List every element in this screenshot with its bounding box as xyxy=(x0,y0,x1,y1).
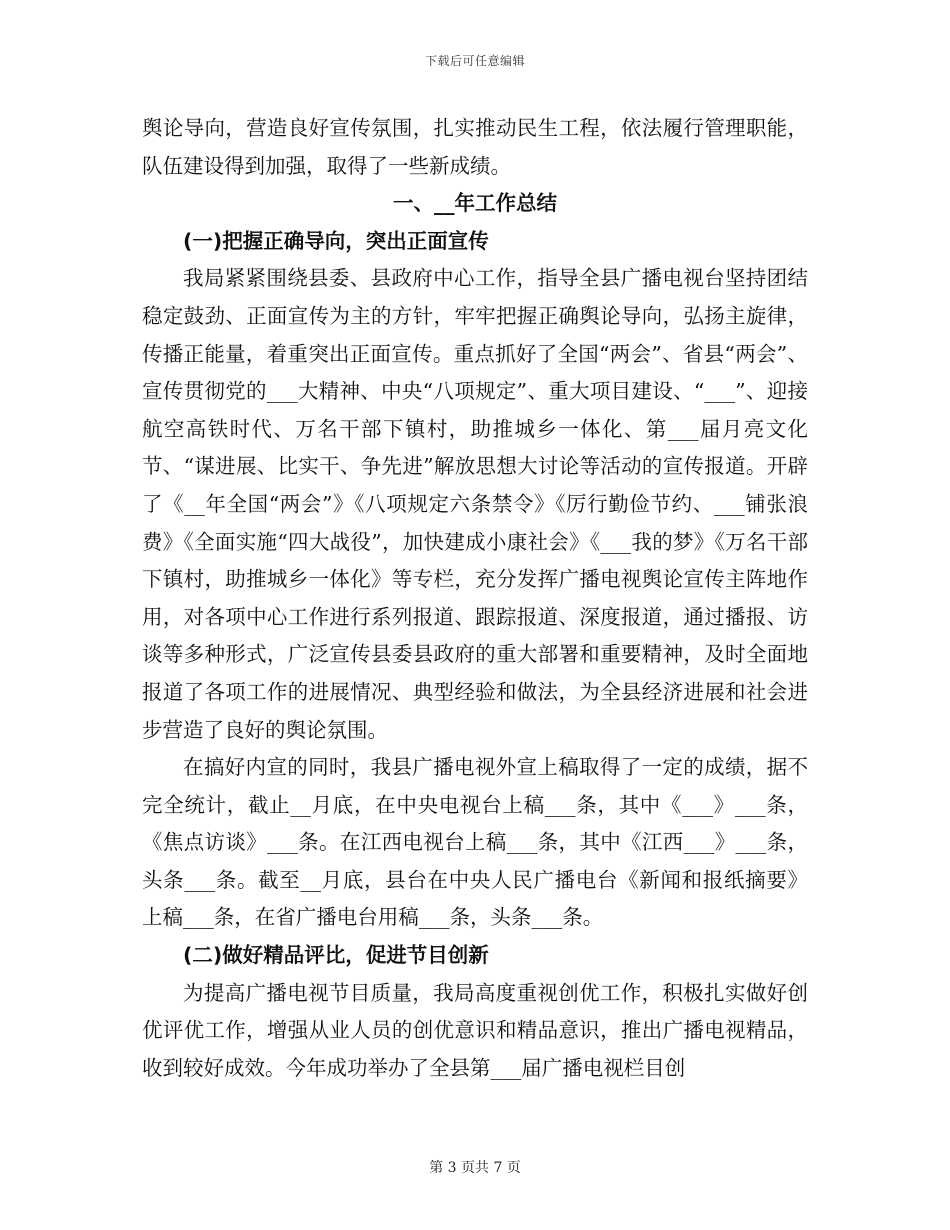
page-header: 下载后可任意编辑 xyxy=(424,54,525,68)
body-paragraph-1: 我局紧紧围绕县委、县政府中心工作，指导全县广播电视台坚持团结稳定鼓劲、正面宣传为主的方针，牢牢把握正确舆论导向，弘扬主旋律，传播正能量，着重突出正面宣传。重点抓好了全国“两会”、省县“两会”、宣传贯彻党的___大精神、中央“八项规定”、重大项目建设、“___”、迎接航空高铁时代、万名干部下镇村，助推城乡一体化、第___届月亮文化节、“谋进展、比实干、争先进”解放思想大讨论等活动的宣传报道。开辟了《__年全国“两会”》《八项规定六条禁令》《厉行勤俭节约、___铺张浪费》《全面实施“四大战役”，加快建成小康社会》《___我的梦》《万名干部下镇村，助推城乡一体化》等专栏，充分发挥广播电视舆论宣传主阵地作用，对各项中心工作进行系列报道、跟踪报道、深度报道，通过播报、访谈等多种形式，广泛宣传县委县政府的重大部署和重要精神，及时全面地报道了各项工作的进展情况、典型经验和做法，为全县经济进展和社会进步营造了良好的舆论氛围。 xyxy=(142,266,808,742)
body-paragraph-3: 为提高广播电视节目质量，我局高度重视创优工作，积极扎实做好创优评优工作，增强从业人员的创优意识和精品意识，推出广播电视精品，收到较好成效。今年成功举办了全县第___届广播电视栏目创 xyxy=(142,980,808,1080)
subsection-title-2: (二)做好精品评比，促进节目创新 xyxy=(183,943,489,968)
section-title: 一、__年工作总结 xyxy=(393,191,557,216)
page-footer: 第 3 页共 7 页 xyxy=(429,1160,521,1176)
body-paragraph-2: 在搞好内宣的同时，我县广播电视外宣上稿取得了一定的成绩，据不完全统计，截止__月底，在中央电视台上稿___条，其中《___》___条，《焦点访谈》___条。在江西电视台上稿___条，其中《江西___》___条，头条___条。截至__月底，县台在中央人民广播电台《新闻和报纸摘要》上稿___条，在省广播电台用稿___条，头条___条。 xyxy=(142,755,808,930)
intro-paragraph: 舆论导向，营造良好宣传氛围，扎实推动民生工程，依法履行管理职能，队伍建设得到加强，取得了一些新成绩。 xyxy=(142,116,808,178)
subsection-title-1: (一)把握正确导向，突出正面宣传 xyxy=(183,228,489,253)
document-body xyxy=(142,110,808,1087)
